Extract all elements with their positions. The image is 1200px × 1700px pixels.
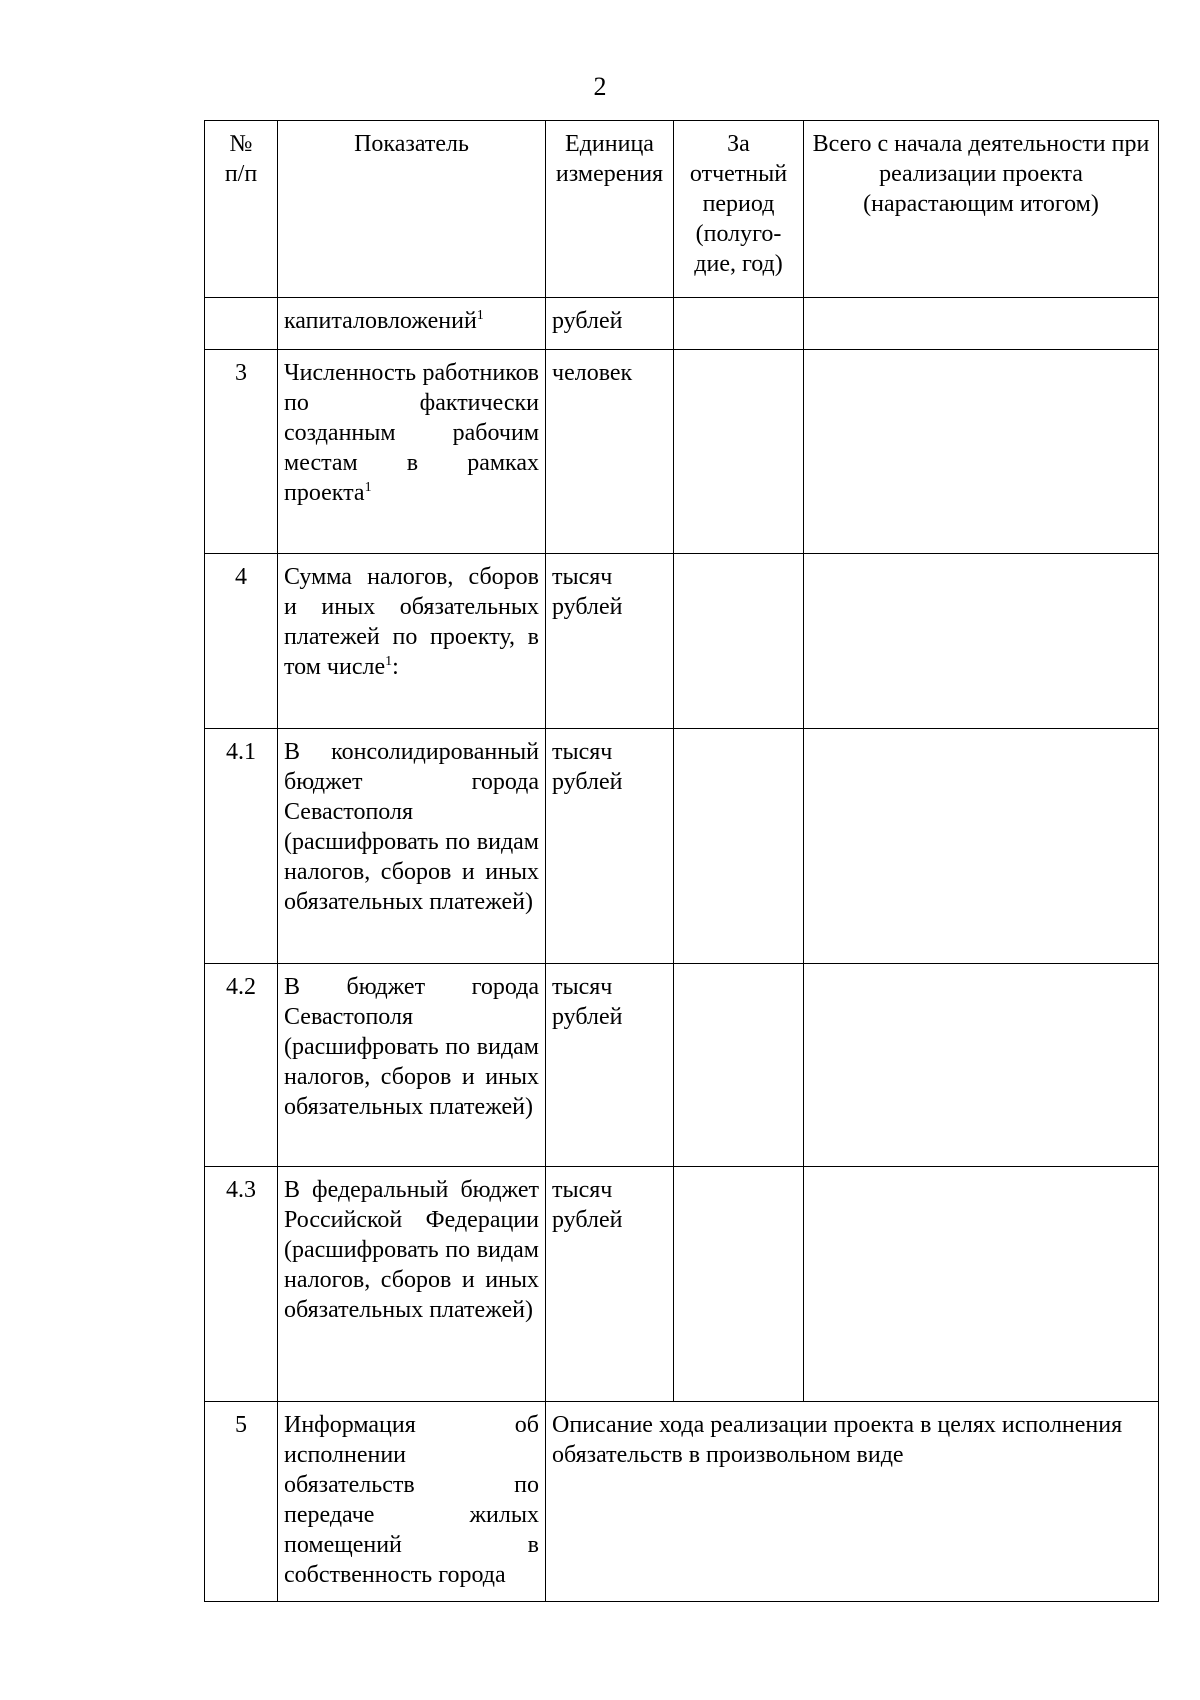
row-total-value bbox=[804, 729, 1159, 964]
table-row bbox=[205, 729, 1159, 964]
row-description: Описание хода реализации проекта в целях исполнения обязательств в произвольном виде bbox=[546, 1402, 1159, 1602]
row-indicator: капиталовложений$^1$ bbox=[278, 298, 546, 350]
row-period-value bbox=[674, 964, 804, 1167]
row-number: 4.2 bbox=[205, 964, 278, 1167]
row-period-value bbox=[674, 1167, 804, 1402]
report-table bbox=[204, 120, 1159, 1602]
row-total-value bbox=[804, 298, 1159, 350]
table-row bbox=[205, 964, 1159, 1167]
header-indicator: Показатель bbox=[278, 121, 546, 298]
row-number: 4 bbox=[205, 554, 278, 729]
row-indicator: В федеральный бюджет Российской Федерации (расшифровать по видам налогов, сборов и иных обязательных платежей) bbox=[278, 1167, 546, 1402]
row-indicator: В консолидированный бюджет города Севастополя (расшифровать по видам налогов, сборов и иных обязательных платежей) bbox=[278, 729, 546, 964]
row-unit: тысяч рублей bbox=[546, 964, 674, 1167]
row-number: 4.1 bbox=[205, 729, 278, 964]
row-total-value bbox=[804, 350, 1159, 554]
row-number: 3 bbox=[205, 350, 278, 554]
row-unit: тысяч рублей bbox=[546, 1167, 674, 1402]
page-number: 2 bbox=[593, 72, 607, 101]
header-total: Всего с начала деятельности при реализации проекта (нарастающим итогом) bbox=[804, 121, 1159, 298]
footnote-marker: 1 bbox=[364, 480, 372, 495]
row-unit: человек bbox=[546, 350, 674, 554]
header-period: За отчетный период (полуго-дие, год) bbox=[674, 121, 804, 298]
table-row bbox=[205, 1402, 1159, 1602]
row-period-value bbox=[674, 554, 804, 729]
row-indicator: Сумма налогов, сборов и иных обязательных платежей по проекту, в том числе$^1$: bbox=[278, 554, 546, 729]
row-unit: тысяч рублей bbox=[546, 729, 674, 964]
footnote-marker: 1 bbox=[385, 654, 393, 669]
row-period-value bbox=[674, 729, 804, 964]
row-total-value bbox=[804, 1167, 1159, 1402]
row-number: 4.3 bbox=[205, 1167, 278, 1402]
row-indicator: В бюджет города Севастополя (расшифровать по видам налогов, сборов и иных обязательных платежей) bbox=[278, 964, 546, 1167]
row-indicator: Информация об исполнении обязательств по передаче жилых помещений в собственность города bbox=[278, 1402, 546, 1602]
header-unit: Единица измерения bbox=[546, 121, 674, 298]
row-period-value bbox=[674, 298, 804, 350]
row-unit: рублей bbox=[546, 298, 674, 350]
header-num: № п/п bbox=[205, 121, 278, 298]
row-total-value bbox=[804, 964, 1159, 1167]
row-period-value bbox=[674, 350, 804, 554]
table-row bbox=[205, 1167, 1159, 1402]
table-row bbox=[205, 350, 1159, 554]
table-header-row bbox=[205, 121, 1159, 298]
row-total-value bbox=[804, 554, 1159, 729]
footnote-marker: 1 bbox=[476, 308, 484, 323]
row-number bbox=[205, 298, 278, 350]
table-row bbox=[205, 554, 1159, 729]
row-number: 5 bbox=[205, 1402, 278, 1602]
row-indicator: Численность работников по фактически созданным рабочим местам в рамках проекта$^1$ bbox=[278, 350, 546, 554]
row-unit: тысяч рублей bbox=[546, 554, 674, 729]
table-row bbox=[205, 298, 1159, 350]
